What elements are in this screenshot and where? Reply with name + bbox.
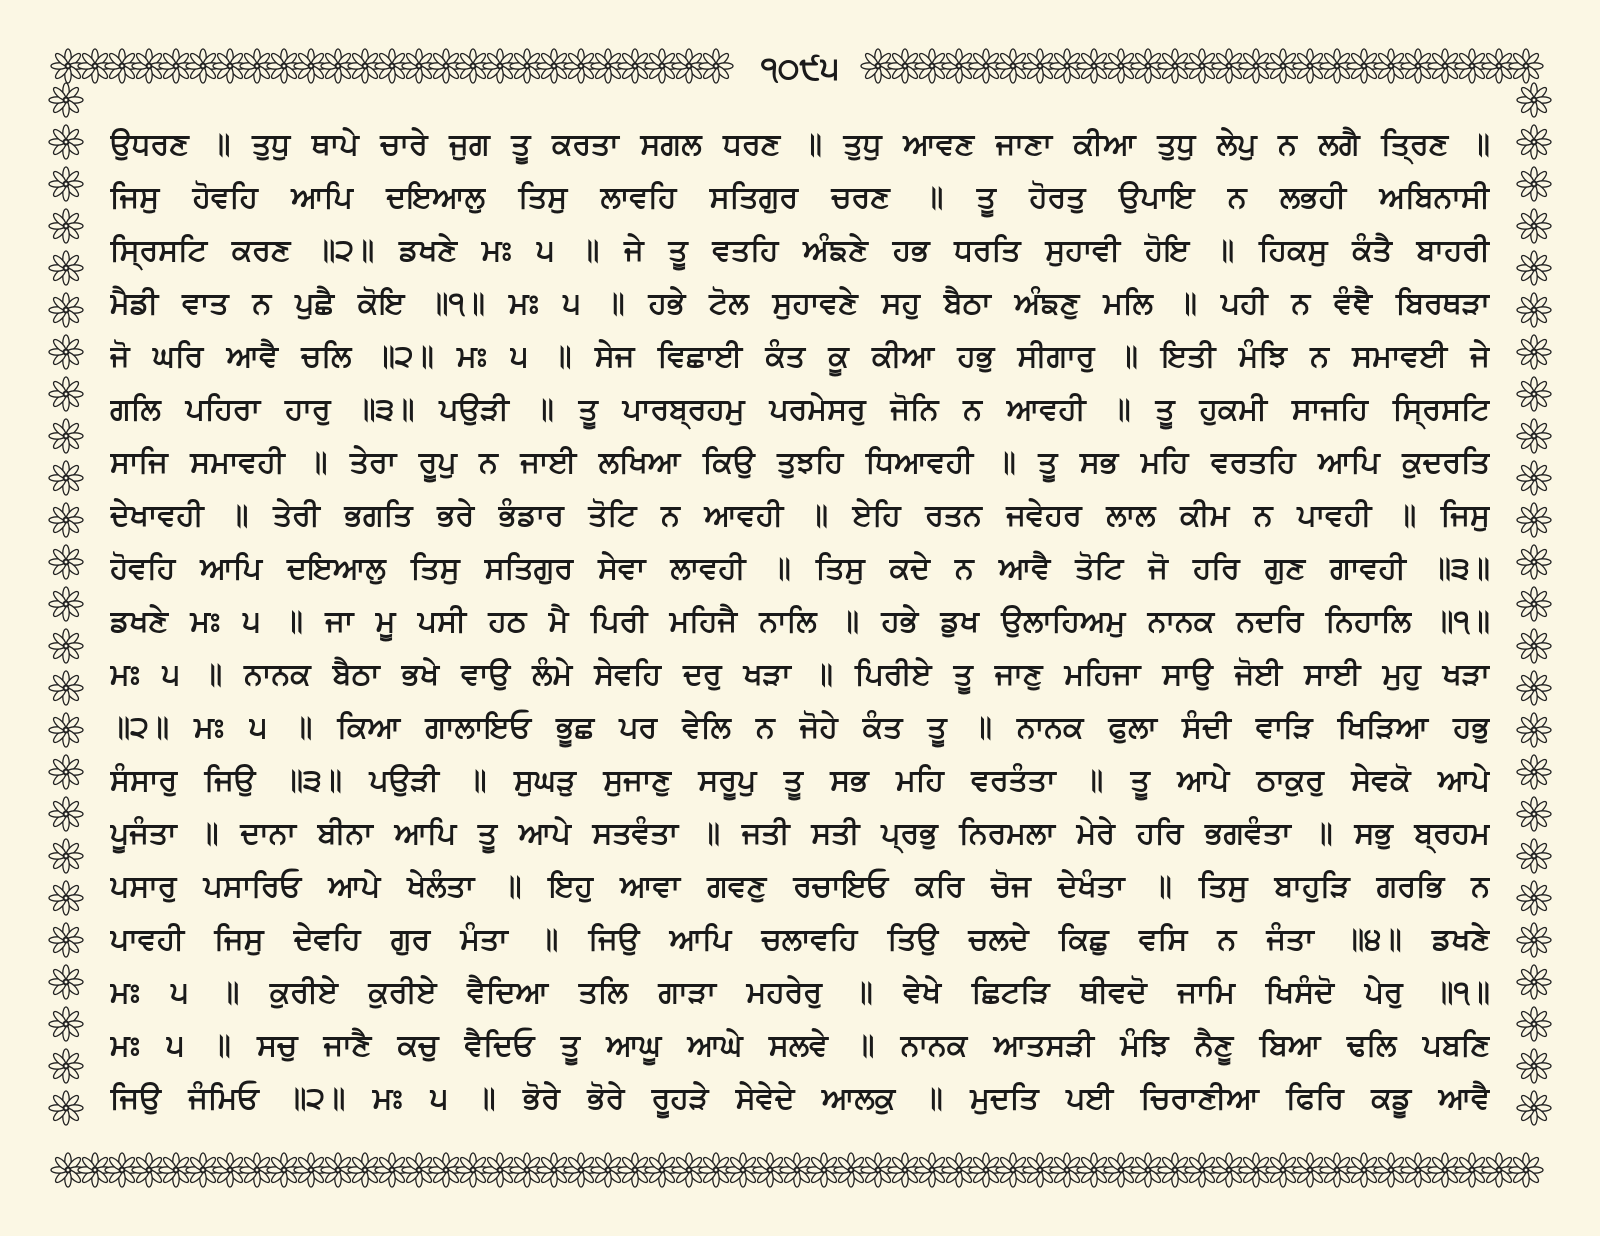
text-line: ਸੰਸਾਰੁ ਜਿਉ ॥੩॥ ਪਉੜੀ ॥ ਸੁਘੜੁ ਸੁਜਾਣੁ ਸਰੂਪੁ ਤੂ ਸਭ ਮਹਿ ਵਰਤੰਤਾ ॥ ਤੂ ਆਪੇ ਠਾਕੁਰੁ ਸੇਵਕੋ ਆਪੇ [110,763,1490,798]
flower-ornament [49,671,83,705]
flower-ornament [49,629,83,663]
flower-ornament [49,419,83,453]
text-line: ਜੋ ਘਰਿ ਆਵੈ ਚਲਿ ॥੨॥ ਮਃ ੫ ॥ ਸੇਜ ਵਿਛਾਈ ਕੰਤ ਕੂ ਕੀਆ ਹਭੁ ਸੀਗਾਰੁ ॥ ਇਤੀ ਮੰਝਿ ਨ ਸਮਾਵਈ ਜੇ [110,339,1490,374]
flower-ornament [1517,1091,1551,1125]
flower-ornament [1517,923,1551,957]
text-line: ਦੇਖਾਵਹੀ ॥ ਤੇਰੀ ਭਗਤਿ ਭਰੇ ਭੰਡਾਰ ਤੋਟਿ ਨ ਆਵਹੀ ॥ ਏਹਿ ਰਤਨ ਜਵੇਹਰ ਲਾਲ ਕੀਮ ਨ ਪਾਵਹੀ ॥ ਜਿਸੁ [110,498,1490,533]
flower-ornament [1517,83,1551,117]
flower-ornament [1517,713,1551,747]
flower-ornament [1517,1007,1551,1041]
flower-ornament [49,587,83,621]
text-line: ਪਸਾਰੁ ਪਸਾਰਿਓ ਆਪੇ ਖੇਲੰਤਾ ॥ ਇਹੁ ਆਵਾ ਗਵਣੁ ਰਚਾਇਓ ਕਰਿ ਚੋਜ ਦੇਖੰਤਾ ॥ ਤਿਸੁ ਬਾਹੁੜਿ ਗਰਭਿ ਨ [110,869,1490,904]
text-line: ਸਾਜਿ ਸਮਾਵਹੀ ॥ ਤੇਰਾ ਰੂਪੁ ਨ ਜਾਈ ਲਖਿਆ ਕਿਉ ਤੁਝਹਿ ਧਿਆਵਹੀ ॥ ਤੂ ਸਭ ਮਹਿ ਵਰਤਹਿ ਆਪਿ ਕੁਦਰਤਿ [110,445,1490,480]
page-number: ੧੦੯੫ [740,40,860,96]
flower-ornament [49,251,83,285]
text-line: ਸ੍ਰਿਸਟਿ ਕਰਣ ॥੨॥ ਡਖਣੇ ਮਃ ੫ ॥ ਜੇ ਤੂ ਵਤਹਿ ਅੰਙਣੇ ਹਭ ਧਰਤਿ ਸੁਹਾਵੀ ਹੋਇ ॥ ਹਿਕਸੁ ਕੰਤੈ ਬਾਹਰੀ [110,233,1490,268]
text-line: ਹੋਵਹਿ ਆਪਿ ਦਇਆਲੁ ਤਿਸੁ ਸਤਿਗੁਰ ਸੇਵਾ ਲਾਵਹੀ ॥ ਤਿਸੁ ਕਦੇ ਨ ਆਵੈ ਤੋਟਿ ਜੋ ਹਰਿ ਗੁਣ ਗਾਵਹੀ ॥੩॥ [110,551,1490,586]
flower-ornament [1517,167,1551,201]
flower-ornament [49,713,83,747]
text-line: ਜਿਸੁ ਹੋਵਹਿ ਆਪਿ ਦਇਆਲੁ ਤਿਸੁ ਲਾਵਹਿ ਸਤਿਗੁਰ ਚਰਣ ॥ ਤੂ ਹੋਰਤੁ ਉਪਾਇ ਨ ਲਭਹੀ ਅਬਿਨਾਸੀ [110,180,1490,215]
text-line: ਜਿਉ ਜੰਮਿਓ ॥੨॥ ਮਃ ੫ ॥ ਭੋਰੇ ਭੋਰੇ ਰੂਹੜੇ ਸੇਵੇਦੇ ਆਲਕੁ ॥ ਮੁਦਤਿ ਪਈ ਚਿਰਾਣੀਆ ਫਿਰਿ ਕਡੂ ਆਵੈ [110,1081,1490,1116]
flower-ornament [49,923,83,957]
flower-ornament [1517,209,1551,243]
flower-ornament [49,1049,83,1083]
flower-ornament [49,83,83,117]
flower-ornament [49,797,83,831]
flower-ornament [1517,797,1551,831]
flower-ornament [1517,251,1551,285]
flower-ornament [1517,629,1551,663]
flower-ornament [49,839,83,873]
flower-ornament [1517,125,1551,159]
scripture-text-block [110,118,1490,1116]
flower-ornament [49,335,83,369]
flower-ornament [1517,587,1551,621]
flower-ornament [49,377,83,411]
flower-ornament [49,461,83,495]
flower-ornament [49,1007,83,1041]
flower-ornament [1517,545,1551,579]
flower-ornament [1509,1153,1543,1187]
flower-ornament [1517,671,1551,705]
flower-ornament [49,545,83,579]
flower-ornament [49,293,83,327]
flower-ornament [49,965,83,999]
text-line: ॥੨॥ ਮਃ ੫ ॥ ਕਿਆ ਗਾਲਾਇਓ ਭੂਛ ਪਰ ਵੇਲਿ ਨ ਜੋਹੇ ਕੰਤ ਤੂ ॥ ਨਾਨਕ ਫੁਲਾ ਸੰਦੀ ਵਾੜਿ ਖਿੜਿਆ ਹਭੁ [110,710,1490,745]
flower-ornament [1509,49,1543,83]
text-line: ਉਧਰਣ ॥ ਤੁਧੁ ਥਾਪੇ ਚਾਰੇ ਜੁਗ ਤੂ ਕਰਤਾ ਸਗਲ ਧਰਣ ॥ ਤੁਧੁ ਆਵਣ ਜਾਣਾ ਕੀਆ ਤੁਧੁ ਲੇਪੁ ਨ ਲਗੈ ਤ੍ਰਿਣ ॥ [110,127,1490,162]
text-line: ਡਖਣੇ ਮਃ ੫ ॥ ਜਾ ਮੂ ਪਸੀ ਹਠ ਮੈ ਪਿਰੀ ਮਹਿਜੈ ਨਾਲਿ ॥ ਹਭੇ ਡੁਖ ਉਲਾਹਿਅਮੁ ਨਾਨਕ ਨਦਰਿ ਨਿਹਾਲਿ ॥੧॥ [110,604,1490,639]
flower-ornament [49,755,83,789]
text-line: ਪਾਵਹੀ ਜਿਸੁ ਦੇਵਹਿ ਗੁਰ ਮੰਤਾ ॥ ਜਿਉ ਆਪਿ ਚਲਾਵਹਿ ਤਿਉ ਚਲਦੇ ਕਿਛੁ ਵਸਿ ਨ ਜੰਤਾ ॥੪॥ ਡਖਣੇ [110,922,1490,957]
flower-ornament [1517,419,1551,453]
flower-ornament [1517,293,1551,327]
flower-ornament [1517,839,1551,873]
flower-ornament [1517,377,1551,411]
text-line: ਗਲਿ ਪਹਿਰਾ ਹਾਰੁ ॥੩॥ ਪਉੜੀ ॥ ਤੂ ਪਾਰਬ੍ਰਹਮੁ ਪਰਮੇਸਰੁ ਜੋਨਿ ਨ ਆਵਹੀ ॥ ਤੂ ਹੁਕਮੀ ਸਾਜਹਿ ਸ੍ਰਿਸਟਿ [110,392,1490,427]
text-line: ਮਃ ੫ ॥ ਕੁਰੀਏ ਕੁਰੀਏ ਵੈਦਿਆ ਤਲਿ ਗਾੜਾ ਮਹਰੇਰੁ ॥ ਵੇਖੇ ਛਿਟੜਿ ਥੀਵਦੋ ਜਾਮਿ ਖਿਸੰਦੋ ਪੇਰੁ ॥੧॥ [110,975,1490,1010]
flower-ornament [699,49,733,83]
text-line: ਮੈਡੀ ਵਾਤ ਨ ਪੁਛੈ ਕੋਇ ॥੧॥ ਮਃ ੫ ॥ ਹਭੇ ਟੋਲ ਸੁਹਾਵਣੇ ਸਹੁ ਬੈਠਾ ਅੰਙਣੁ ਮਲਿ ॥ ਪਹੀ ਨ ਵੰਞੈ ਬਿਰਥੜਾ [110,286,1490,321]
text-line: ਪੂਜੰਤਾ ॥ ਦਾਨਾ ਬੀਨਾ ਆਪਿ ਤੂ ਆਪੇ ਸਤਵੰਤਾ ॥ ਜਤੀ ਸਤੀ ਪ੍ਰਭੁ ਨਿਰਮਲਾ ਮੇਰੇ ਹਰਿ ਭਗਵੰਤਾ ॥ ਸਭੁ ਬ੍ਰਹਮ [110,816,1490,851]
flower-ornament [1517,1049,1551,1083]
flower-ornament [49,1091,83,1125]
flower-ornament [49,209,83,243]
flower-ornament [49,125,83,159]
flower-ornament [1517,461,1551,495]
flower-ornament [1517,965,1551,999]
flower-ornament [49,167,83,201]
flower-ornament [49,881,83,915]
flower-ornament [49,503,83,537]
flower-ornament [1517,755,1551,789]
flower-ornament [1517,335,1551,369]
text-line: ਮਃ ੫ ॥ ਨਾਨਕ ਬੈਠਾ ਭਖੇ ਵਾਉ ਲੰਮੇ ਸੇਵਹਿ ਦਰੁ ਖੜਾ ॥ ਪਿਰੀਏ ਤੂ ਜਾਣੁ ਮਹਿਜਾ ਸਾਉ ਜੋਈ ਸਾਈ ਮੁਹੁ ਖੜਾ [110,657,1490,692]
text-line: ਮਃ ੫ ॥ ਸਚੁ ਜਾਣੈ ਕਚੁ ਵੈਦਿਓ ਤੂ ਆਘੂ ਆਘੇ ਸਲਵੇ ॥ ਨਾਨਕ ਆਤਸੜੀ ਮੰਝਿ ਨੈਣੂ ਬਿਆ ਢਲਿ ਪਬਣਿ [110,1028,1490,1063]
flower-ornament [1517,881,1551,915]
flower-ornament [1517,503,1551,537]
